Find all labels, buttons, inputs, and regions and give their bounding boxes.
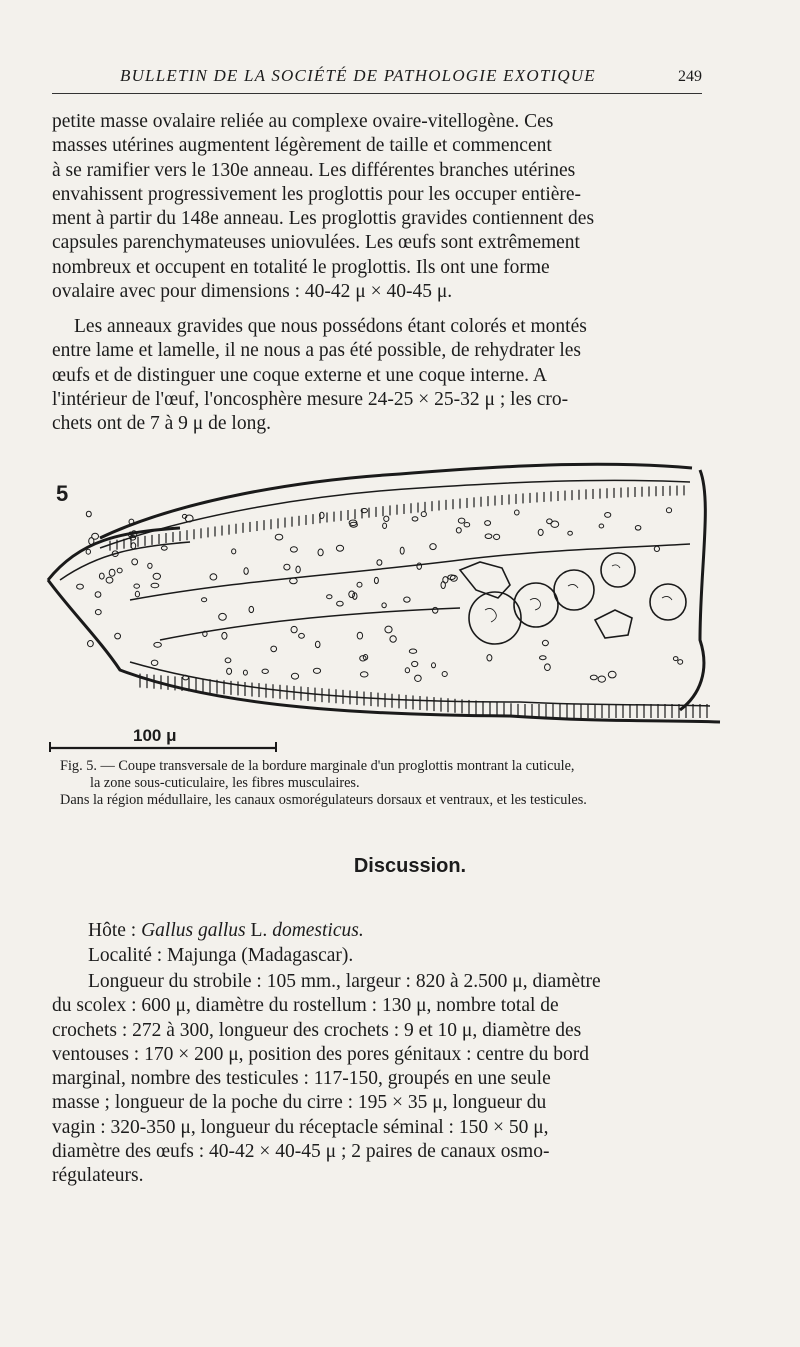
text-line: régulateurs.: [52, 1165, 144, 1187]
text-line: crochets : 272 à 300, longueur des crochets : 9 et 10 μ, diamètre des: [52, 1019, 582, 1041]
page-number: 249: [678, 68, 702, 85]
text-line: Les anneaux gravides que nous possédons étant colorés et montés: [74, 316, 587, 337]
text-line: envahissent progressivement les proglottis pour les occuper entière-: [52, 183, 582, 205]
text-line: masses utérines augmentent légèrement de taille et commencent: [52, 135, 552, 157]
host-line: [88, 920, 364, 942]
caption-line: la zone sous-cuticulaire, les fibres musculaires.: [90, 775, 360, 791]
text-line: ventouses : 170 × 200 μ, position des pores génitaux : centre du bord: [52, 1043, 590, 1065]
text-line: l'intérieur de l'œuf, l'oncosphère mesure 24-25 × 25-32 μ ; les cro-: [52, 388, 569, 410]
scale-bar-label: 100 μ: [133, 726, 177, 745]
text-line: œufs et de distinguer une coque externe et une coque interne. A: [52, 364, 547, 386]
caption-line: Dans la région médullaire, les canaux osmorégulateurs dorsaux et ventraux, et les testicules.: [60, 792, 587, 808]
text-line: ovalaire avec pour dimensions : 40-42 μ × 40-45 μ.: [52, 281, 453, 303]
text-line: du scolex : 600 μ, diamètre du rostellum : 130 μ, nombre total de: [52, 995, 559, 1017]
text-line: vagin : 320-350 μ, longueur du réceptacle séminal : 150 × 50 μ,: [52, 1116, 549, 1138]
text-line: ment à partir du 148e anneau. Les proglottis gravides contiennent des: [52, 208, 595, 230]
paragraph-measurements: [52, 970, 702, 1189]
figure-caption: [60, 758, 720, 809]
paragraph-eggs: [52, 110, 702, 304]
running-header: [52, 62, 702, 90]
text-line: Longueur du strobile : 105 mm., largeur : 820 à 2.500 μ, diamètre: [88, 971, 601, 992]
paragraph-gravid-rings: [52, 315, 702, 436]
host-label: Hôte :: [88, 920, 142, 941]
figure-number: 5: [56, 481, 69, 506]
host-species: Gallus gallus: [141, 920, 246, 941]
section-title: Discussion.: [353, 855, 467, 877]
header-rule: [52, 93, 702, 94]
journal-title: BULLETIN DE LA SOCIÉTÉ DE PATHOLOGIE EXOTIQUE: [120, 66, 596, 85]
text-line: petite masse ovalaire reliée au complexe ovaire-vitellogène. Ces: [52, 111, 554, 132]
text-line: capsules parenchymateuses uniovulées. Les œufs sont extrêmement: [52, 232, 580, 254]
caption-line: Fig. 5. — Coupe transversale de la bordure marginale d'un proglottis montrant la cuticule,: [60, 758, 575, 774]
host-authority: L.: [245, 920, 273, 941]
proglottis-cross-section-drawing: [40, 440, 730, 770]
text-line: marginal, nombre des testicules : 117-150, groupés en une seule: [52, 1068, 551, 1090]
locality-line: Localité : Majunga (Madagascar).: [88, 945, 354, 966]
text-line: nombreux et occupent en totalité le proglottis. Ils ont une forme: [52, 256, 550, 278]
text-line: diamètre des œufs : 40-42 × 40-45 μ ; 2 paires de canaux osmo-: [52, 1141, 550, 1163]
text-line: chets ont de 7 à 9 μ de long.: [52, 413, 271, 435]
host-variety: domesticus.: [272, 920, 364, 941]
text-line: masse ; longueur de la poche du cirre : 195 × 35 μ, longueur du: [52, 1092, 547, 1114]
text-line: entre lame et lamelle, il ne nous a pas été possible, de rehydrater les: [52, 340, 582, 362]
text-line: à se ramifier vers le 130e anneau. Les différentes branches utérines: [52, 159, 576, 181]
